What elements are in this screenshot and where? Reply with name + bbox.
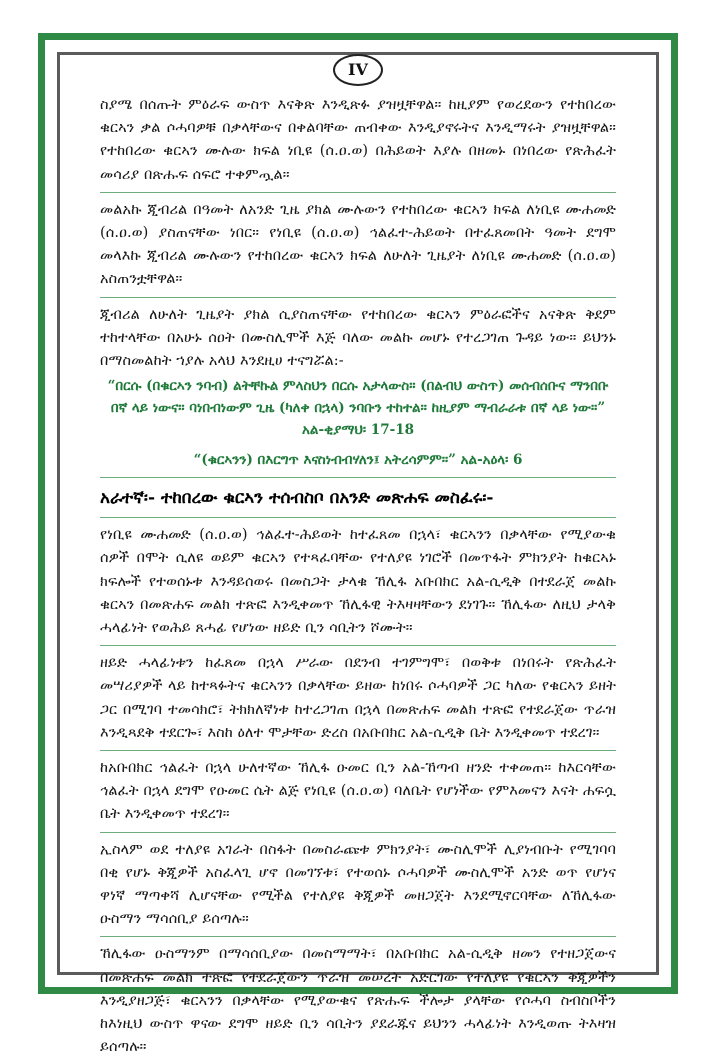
quran-quote-ala: “(ቁርኣንን) በእርግጥ እናስነብብሃለን፤ አትረሳምም።” አል-አዕላ፡ 6 [193, 452, 523, 469]
divider [100, 477, 616, 478]
divider [100, 645, 616, 646]
divider [100, 832, 616, 833]
paragraph-1: ስያሜ በሰጡት ምዕራፍ ውስጥ እናቅጽ እንዲጽፉ ያዝዟቸዋል። ከዚያም የወረደውን የተከበረው ቁርኣን ቃል ሶሓባዎቹ በቃላቸውና በቀልባቸው ጠብቀው እንዲያኖሩትና እንዲማሩት ያዝዟቸዋል። የተከበረው ቁርኣን ሙሉው ክፍል ነቢዩ (ሰ.ዐ.ወ) በሕይወት እያሉ በዘመኑ በነበረው የጽሕፈት መሳሪያ በጽሑፍ ሰፍሮ ተቀምጧል። [100, 97, 616, 183]
section-title: አራተኛ፡- ተከበረው ቁርኣን ተሰብስቦ በአንድ መጽሐፍ መስፈሩ፡- [100, 488, 494, 509]
page-number: IV [333, 54, 383, 86]
divider [100, 192, 616, 193]
paragraph-6: ከአቡበክር ኅልፈት በኋላ ሁለተኛው ኸሊፋ ዑመር ቢን አል-ኸጣብ ዘንድ ተቀመጠ። ከእርሳቸው ኅልፈት በኋላ ደግሞ የዑመር ሴት ልጅ የነቢዩ (ሰ.ዐ.ወ) ባለቤት የሆነችው የምእመናን እናት ሐፍሷ ቤት እንዲቀመጥ ተደረገ። [100, 760, 616, 823]
paragraph-5: ዘይድ ሓላፊነቱን ከፈጸመ በኋላ ሥራው በደንብ ተገምግሞ፣ በወቅቱ በነበሩት የጽሕፈት መሣሪያዎች ላይ ከተጻፉትና ቁርኣንን በቃላቸው ይዘው ከነበሩ ሶሓባዎች ጋር ካለው የቁርኣን ይዘት ጋር በሚገባ ተመሳክሮ፣ ትክክለኛነቱ ከተረጋገጠ በኋላ በመጽሐፍ መልክ ተጽፎ የተደራጀው ጥራዝ እንዲጻደቅ ተደርጐ፣ እስከ ዕለተ ሞታቸው ድረስ በአቡበክር አል-ሲዲቅ ቤት እንዲቀመጥ ተደረገ። [100, 655, 616, 741]
paragraph-4: የነቢዩ ሙሐመድ (ሰ.ዐ.ወ) ኅልፈተ-ሕይወት ከተፈጸመ በኋላ፣ ቁርኣንን በቃላቸው የሚያውቁ ሰዎች በሞት ሲለዩ ወይም ቁርኣን የተጻፈባቸው የተለያዩ ነገሮች በመጥፋት ምክንያት ከቁርኣኑ ክፍሎች የተወሰኑቱ እንዳይሰወሩ በመስጋት ታላቁ ኸሊፋ አቡበክር አል-ሲዲቅ በተደራጀ መልኩ ቁርኣን በመጽሐፍ መልክ ተጽፎ እንዲቀመጥ ኸሊፋዊ ትእዛዛቸውን ደነገጉ። ኸሊፋው ለዚህ ታላቅ ሓላፊነት የወሕይ ጸሓፊ የሆነው ዘይድ ቢን ሳቢትን ሾሙት። [100, 527, 616, 637]
divider [100, 517, 616, 518]
paragraph-7: ኢስላም ወደ ተለያዩ አገራት በስፋት በመስራጩቱ ምክንያት፣ ሙስሊሞች ሊያነብቡት የሚገባባ በቂ የሆኑ ቅጂዎች አስፈላጊ ሆኖ በመገኘቱ፣ የተወሰኑ ሶሓባዎች ሙስሊሞች አንድ ወጥ የሆነና ዋነኛ ማጣቀሻ ሊሆናቸው የሚችል የተለያዩ ቅጂዎች መዘጋጀት እንደሚኖርባቸው ለኸሊፋው ዑስማን ማሳሰቢያ ይሰጣሉ። [100, 841, 616, 928]
paragraph-8: ኸሊፋው ዑስማንም በማሳሰቢያው በመስማማት፣ በአቡበክር አል-ሲዲቅ ዘመን የተዘጋጀውና በመጽሐፍ መልክ ተጽፎ የተደራጀውን ጥራዝ መሠረት አድርገው የተለያዩ የቁርኣን ቅጂዎችን እንዲያዘጋጅ፣ ቁርኣንን በቃላቸው የሚያውቁና የጽሑፍ ችሎታ ያላቸው የሶሓባ ስብስቦችን ከእነዚህ ውስጥ ዋናው ደግሞ ዘይድ ቢን ሳቢትን ያደራጁና ይህንን ሓላፊነት እንዲወጡ ትእዛዝ ይሰጣሉ። [100, 946, 616, 1056]
divider [100, 936, 616, 937]
divider [100, 750, 616, 751]
paragraph-3: ጂብሪል ለሁለት ጊዜያት ያክል ሲያስጠናቸው የተከበረው ቁርኣን ምዕራፎችና አናቅጽ ቅደም ተከተላቸው በአሁኑ ሰዐት በሙስሊሞች እጅ ባለው መልኩ መሆኑ የተረጋገጠ ጉዳይ ነው። ይህንኑ በማስመልከት ኀያሉ አላህ እንደዚሀ ተናግሯል:- [100, 306, 616, 370]
divider [100, 297, 616, 298]
quran-quote-qiyamah: “በርሱ (በቁርኣን ንባብ) ልትቸኩል ምላስህን በርሱ አታላውስ። (በልብህ ውስጥ) መሰብሰቡና ማንበቡ በኛ ላይ ነውና። ባነበብነውም ጊዜ (ካለቀ በኋላ) ንባቡን ተከተል። ከዚያም ማብራራቱ በኛ ላይ ነው።” አል-ቂያማህ፡ 17-18 [107, 378, 609, 439]
page-content [100, 94, 616, 1056]
paragraph-2: መልአኩ ጂብሪል በዓመት ለአንድ ጊዜ ያክል ሙሉውን የተከበረው ቁርኣን ክፍል ለነቢዩ ሙሐመድ (ሰ.ዐ.ወ) ያስጠናቸው ነበር። የነቢዩ (ሰ.ዐ.ወ) ኅልፈተ-ሕይወት በተፈጸመበት ዓመት ደግሞ መላእኩ ጂብሪል ሙሉውን የተከበረው ቁርኣን ክፍል ለሁለት ጊዜያት ለነቢዩ ሙሐመድ (ሰ.ዐ.ወ) አስጠንቷቸዋል። [100, 201, 616, 288]
